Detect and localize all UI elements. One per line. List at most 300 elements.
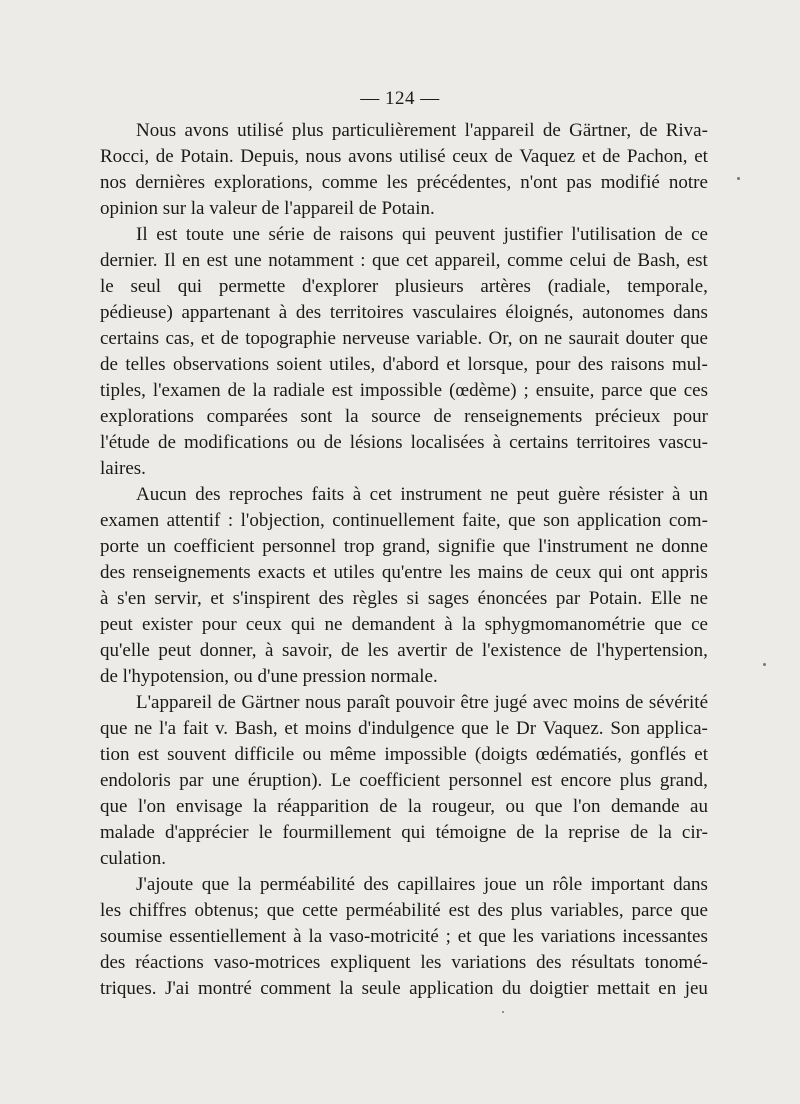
word: appris [661, 562, 708, 583]
text-line [100, 404, 708, 430]
word: que [680, 900, 708, 921]
text-line [100, 118, 708, 144]
word: applica- [646, 718, 708, 739]
word: explorations [100, 406, 194, 427]
word: en [658, 978, 677, 999]
word: de [569, 640, 588, 661]
word: personnel [262, 536, 337, 557]
word: trop [343, 536, 375, 557]
word: ce [691, 614, 708, 635]
word: joue [483, 874, 517, 895]
word: Gärtner [241, 692, 300, 713]
word: l'examen [152, 380, 221, 401]
word: des [477, 900, 503, 921]
word: Bash, [637, 250, 681, 271]
text-line [100, 560, 708, 586]
word: et [694, 744, 708, 765]
word: territoires [576, 432, 651, 453]
word: l'instrument [538, 536, 628, 557]
word: perméabilité [345, 900, 441, 921]
word: même [329, 744, 377, 765]
word: sphygmomanométrie [484, 614, 646, 635]
word: tion [100, 744, 130, 765]
word: malade [100, 822, 155, 843]
word: autonomes [582, 302, 665, 323]
word: ou [302, 744, 322, 765]
word: certains [100, 328, 160, 349]
word: difficile [234, 744, 295, 765]
word: d'explorer [302, 276, 379, 297]
word: que [478, 926, 506, 947]
word: permette [218, 276, 286, 297]
word: notamment [268, 250, 354, 271]
word: renseignements [464, 406, 583, 427]
word: appartenant [181, 302, 271, 323]
word: variations [540, 926, 616, 947]
word: justifier [503, 224, 563, 245]
word: ceux [245, 614, 282, 635]
word: coefficient [173, 536, 255, 557]
word: par [179, 770, 204, 791]
word: saurait [568, 328, 620, 349]
word: ou [505, 796, 525, 817]
text-line [100, 716, 708, 742]
word: témoigne [435, 822, 507, 843]
word: qui [401, 822, 426, 843]
word: localisées [410, 432, 485, 453]
word: la [308, 926, 323, 947]
word: Nous [136, 120, 177, 141]
word: des [318, 588, 344, 609]
word: exister [141, 614, 193, 635]
word: Son [610, 718, 640, 739]
word: à [672, 484, 681, 505]
word: parce [631, 900, 673, 921]
word: la [344, 406, 359, 427]
word: ont [629, 562, 655, 583]
word: des [195, 484, 221, 505]
word: qui [177, 276, 203, 297]
word: n'ont [520, 172, 558, 193]
word: Vaquez [519, 146, 576, 167]
paper-speck [737, 177, 740, 180]
word: l'utilisation [571, 224, 656, 245]
word: des [100, 562, 126, 583]
word: dernier. [100, 250, 158, 271]
word: l'étude [100, 432, 150, 453]
word: l'objection, [240, 510, 325, 531]
word: est [448, 900, 470, 921]
word: que [100, 718, 128, 739]
word: réactions [135, 952, 204, 973]
word: à [278, 302, 288, 323]
word: l'appareil [464, 120, 535, 141]
word: telles [125, 354, 166, 375]
word: ne [689, 588, 708, 609]
word: temporale, [627, 276, 708, 297]
word: Aucun [136, 484, 187, 505]
word: éruption). [247, 770, 323, 791]
word: ceux [555, 562, 592, 583]
page-number: — 124 — [360, 88, 440, 109]
word: pour [673, 406, 708, 427]
word: capillaires [397, 874, 476, 895]
word: réapparition [277, 796, 369, 817]
word: pouvoir [395, 692, 455, 713]
word: de [379, 796, 398, 817]
word: ces [683, 380, 708, 401]
word: et [200, 328, 215, 349]
word: ; [445, 926, 451, 947]
word: examen [100, 510, 160, 531]
word: ne [490, 484, 509, 505]
word: : [360, 250, 366, 271]
text-line [100, 170, 708, 196]
word: donner, [199, 640, 257, 661]
word: variables, [550, 900, 624, 921]
word: l'on [572, 796, 601, 817]
word: en [182, 250, 201, 271]
word: certains [509, 432, 569, 453]
word: avec [532, 692, 568, 713]
text-line [100, 300, 708, 326]
text-line [100, 534, 708, 560]
word: doigtier [529, 978, 589, 999]
word: comment [260, 978, 331, 999]
word: Gärtner, [569, 120, 632, 141]
word: modifications [184, 432, 289, 453]
word: rôle [552, 874, 583, 895]
word: ensuite, [535, 380, 595, 401]
word: expliquent [330, 952, 411, 973]
word: cet [369, 484, 392, 505]
word: qui [598, 562, 623, 583]
word: la [407, 796, 422, 817]
word: endoloris [100, 770, 171, 791]
word: avons [184, 120, 229, 141]
word: tonomé- [644, 952, 708, 973]
word: vaso-motricité [329, 926, 439, 947]
word: utilisé [399, 146, 446, 167]
word: et [284, 718, 299, 739]
word: l'existence [481, 640, 562, 661]
word: ne [134, 718, 153, 739]
text-line [100, 950, 708, 976]
word: le [258, 822, 273, 843]
word: appareil, [434, 250, 501, 271]
word: de [639, 120, 658, 141]
word: plusieurs [394, 276, 464, 297]
paper-speck [502, 1011, 504, 1013]
word: Potain. [588, 588, 643, 609]
word: l'on [137, 796, 166, 817]
word: que [534, 796, 563, 817]
word: que [100, 796, 128, 817]
word: de [664, 224, 683, 245]
word: notre [668, 172, 708, 193]
word: douter [625, 328, 675, 349]
word: des [363, 874, 389, 895]
word: raisons [339, 224, 394, 245]
text-line [100, 768, 708, 794]
word: à [293, 926, 302, 947]
word: explorations, [214, 172, 313, 193]
word: soient [276, 354, 322, 375]
text-line: laires. [100, 458, 146, 479]
word: utiles, [329, 354, 376, 375]
text-line [100, 794, 708, 820]
text-line [100, 144, 708, 170]
word: que [502, 536, 531, 557]
text-line [100, 742, 708, 768]
word: les [420, 952, 442, 973]
word: impossible [359, 380, 443, 401]
word: mul- [671, 354, 708, 375]
text-line [100, 898, 708, 924]
text-line [100, 274, 708, 300]
word: ceux [452, 146, 489, 167]
word: vasculaires [412, 302, 497, 323]
word: que [649, 380, 677, 401]
word: J'ajoute [136, 874, 194, 895]
word: qui [290, 614, 316, 635]
word: fourmillement [282, 822, 392, 843]
word: une [211, 770, 240, 791]
word: comme [321, 172, 378, 193]
word: application [409, 978, 494, 999]
word: artères [480, 276, 531, 297]
word: des [100, 952, 126, 973]
word: est [331, 380, 353, 401]
word: de [323, 432, 342, 453]
word: de [433, 406, 452, 427]
word: (œdème) [449, 380, 517, 401]
word: d'indulgence [358, 718, 455, 739]
word: à [444, 614, 453, 635]
word: la [658, 822, 672, 843]
word: un [525, 874, 545, 895]
text-line [100, 820, 708, 846]
word: est [156, 224, 178, 245]
word: la [544, 822, 559, 843]
word: dernières [135, 172, 206, 193]
text-line [100, 924, 708, 950]
word: éloignés, [505, 302, 574, 323]
word: la [252, 380, 267, 401]
text-line: de l'hypotension, ou d'une pression normale. [100, 666, 438, 687]
text-line [100, 430, 708, 456]
word: utiles [333, 562, 375, 583]
word: ; [523, 380, 529, 401]
text-line [100, 586, 708, 612]
word: pédieuse) [100, 302, 173, 323]
word: lésions [349, 432, 403, 453]
word: exacts [257, 562, 306, 583]
word: résister [608, 484, 664, 505]
word: cir- [681, 822, 708, 843]
word: des [536, 952, 562, 973]
word: raisons [610, 354, 665, 375]
word: du [502, 978, 521, 999]
word: l'hypertension, [596, 640, 708, 661]
word: de [155, 146, 174, 167]
word: de [530, 562, 549, 583]
word: est [686, 250, 708, 271]
word: particulièrement [331, 120, 457, 141]
word: dans [673, 874, 708, 895]
word: essentiellement [169, 926, 287, 947]
word: plus [291, 120, 324, 141]
word: les [512, 926, 534, 947]
word: que [508, 510, 536, 531]
word: un [146, 536, 166, 557]
word: porte [100, 536, 140, 557]
word: Depuis, [240, 146, 299, 167]
word: mains [477, 562, 524, 583]
word: : [227, 510, 234, 531]
word: plus [510, 900, 543, 921]
word: la [237, 874, 252, 895]
word: règles [352, 588, 398, 609]
word: renseignements [132, 562, 251, 583]
word: à [265, 640, 274, 661]
word: soumise [100, 926, 163, 947]
text-line [100, 482, 708, 508]
word: triques. [100, 978, 157, 999]
word: que [654, 614, 682, 635]
word: s'en [117, 588, 146, 609]
word: qu'entre [381, 562, 443, 583]
word: est [206, 250, 228, 271]
word: Dr [516, 718, 537, 739]
word: paraît [346, 692, 390, 713]
word: Elle [650, 588, 682, 609]
word: (doigts [474, 744, 528, 765]
word: moins [573, 692, 620, 713]
word: de [313, 224, 331, 245]
word: variable. [416, 328, 483, 349]
word: et [581, 146, 596, 167]
word: si [406, 588, 420, 609]
word: au [690, 796, 708, 817]
word: de [217, 692, 236, 713]
word: v. [215, 718, 229, 739]
word: coefficient [359, 770, 441, 791]
word: Vaquez. [542, 718, 604, 739]
word: et [210, 588, 225, 609]
text-line [100, 352, 708, 378]
text-line [100, 508, 708, 534]
text-line [100, 222, 708, 248]
word: précédentes, [416, 172, 512, 193]
word: nerveuse [342, 328, 410, 349]
word: radiale [273, 380, 325, 401]
word: variations [451, 952, 527, 973]
word: continuellement [332, 510, 455, 531]
word: ce [691, 224, 708, 245]
word: Bash, [234, 718, 278, 739]
word: donne [661, 536, 708, 557]
word: d'apprécier [164, 822, 249, 843]
word: sont [300, 406, 333, 427]
word: Rocci, [100, 146, 150, 167]
word: ne [544, 328, 563, 349]
word: toute [185, 224, 224, 245]
word: que [680, 328, 708, 349]
word: énoncées [477, 588, 548, 609]
word: perméabilité [259, 874, 355, 895]
word: cette [302, 900, 338, 921]
word: grand, [382, 536, 431, 557]
word: jeu [684, 978, 708, 999]
word: tiples, [100, 380, 146, 401]
word: reprise [568, 822, 620, 843]
word: attentif [166, 510, 221, 531]
word: source [371, 406, 421, 427]
word: comme [507, 250, 563, 271]
word: de [612, 250, 631, 271]
word: Il [136, 224, 148, 245]
text-line [100, 248, 708, 274]
word: de [542, 120, 561, 141]
word: comparées [206, 406, 288, 427]
word: ne [635, 536, 654, 557]
word: qu'elle [100, 640, 150, 661]
word: ne [324, 614, 343, 635]
word: souvent [167, 744, 227, 765]
word: le [100, 276, 114, 297]
body-text [100, 118, 708, 1002]
word: servir, [154, 588, 202, 609]
word: signifie [438, 536, 496, 557]
word: de [630, 822, 648, 843]
word: L'appareil [136, 692, 213, 713]
word: que [461, 718, 489, 739]
word: important [590, 874, 665, 895]
word: résultats [571, 952, 635, 973]
word: grand, [659, 770, 708, 791]
word: série [268, 224, 305, 245]
word: des [295, 302, 322, 323]
text-line [100, 872, 708, 898]
word: que [201, 874, 230, 895]
word: est [137, 744, 159, 765]
word: chiffres [128, 900, 187, 921]
word: le [495, 718, 510, 739]
word: application [576, 510, 662, 531]
word: nous [305, 146, 342, 167]
word: et [457, 926, 472, 947]
word: peut [158, 640, 192, 661]
word: demandent [351, 614, 435, 635]
word: que [371, 250, 400, 271]
word: dans [673, 302, 708, 323]
word: Le [330, 770, 351, 791]
word: peuvent [434, 224, 495, 245]
text-line: culation. [100, 848, 166, 869]
word: avons [348, 146, 393, 167]
word: peut [516, 484, 550, 505]
word: être [460, 692, 489, 713]
word: de [227, 380, 246, 401]
word: s'inspirent [232, 588, 310, 609]
word: à [100, 588, 109, 609]
word: demande [611, 796, 680, 817]
word: la [339, 978, 354, 999]
word: est [531, 770, 553, 791]
text-line [100, 612, 708, 638]
word: les [367, 640, 389, 661]
